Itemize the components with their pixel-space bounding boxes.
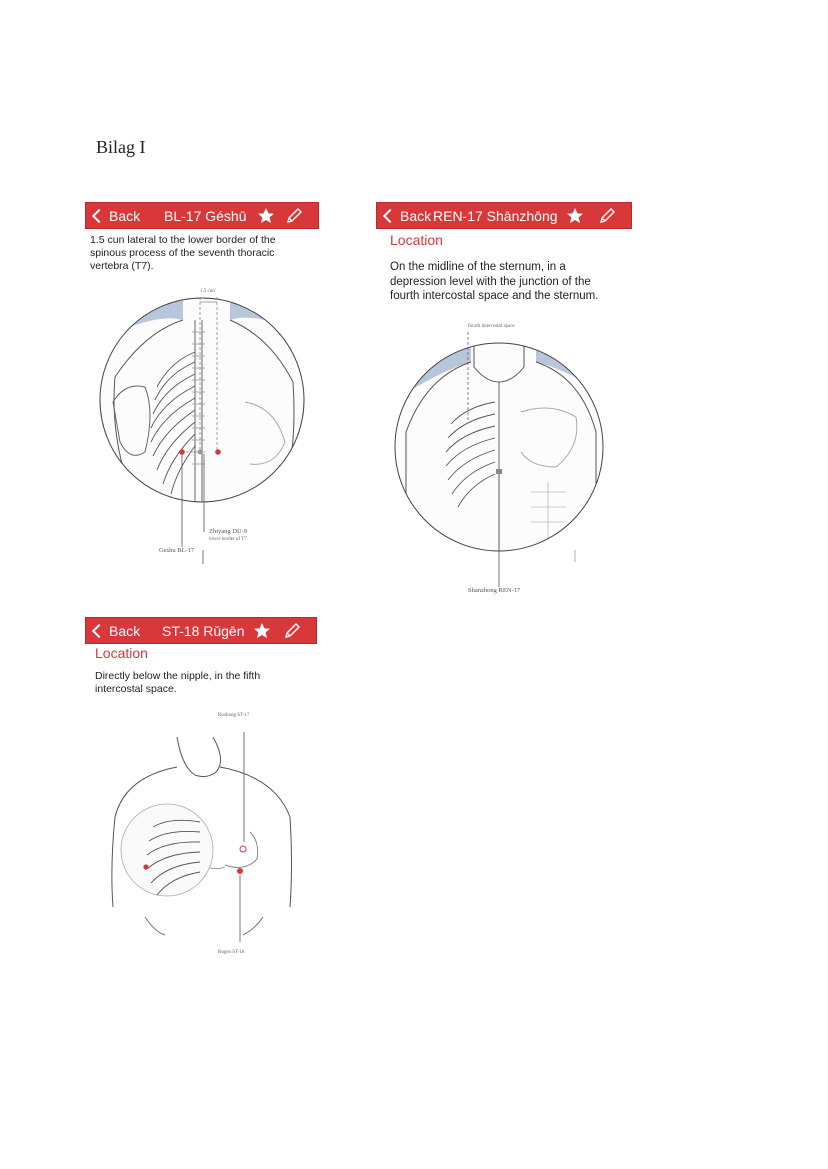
point-description: On the midline of the sternum, in a depression level with the junction of the fourth intercostal space and the sternum. — [390, 261, 599, 302]
torso-front-illustration — [85, 617, 317, 962]
back-button[interactable]: Back — [377, 208, 431, 224]
card-st18 — [85, 617, 317, 962]
acupoint-shanzhong — [496, 469, 502, 474]
annotation-rugen: Rugen ST-18 — [218, 950, 245, 955]
section-label-location: Location — [95, 645, 148, 661]
back-anatomy-illustration — [85, 202, 319, 582]
annotation-fourth-intercostal: fourth intercostal space — [468, 324, 515, 329]
card-bl17 — [85, 202, 319, 582]
back-button[interactable]: Back — [86, 623, 140, 639]
acupoint-geshu — [179, 449, 185, 455]
acupoint-ruzhong — [240, 846, 246, 852]
acupoint-rugen-mirror — [143, 864, 148, 869]
nav-title: REN-17 Shānzhōng — [433, 207, 558, 224]
chest-anatomy-illustration — [376, 202, 632, 602]
nav-title: ST-18 Rǔgēn — [162, 622, 245, 639]
annotation-geshu: Geshu BL-17 — [159, 547, 195, 554]
card-ren17 — [376, 202, 632, 602]
acupoint-geshu-mirror — [215, 449, 221, 455]
point-description: Directly below the nipple, in the fifth intercostal space. — [95, 670, 261, 695]
section-label-location: Location — [390, 232, 443, 248]
point-description: 1.5 cun lateral to the lower border of the spinous process of the seventh thoracic vertebra (T7). — [90, 234, 276, 272]
annotation-ruzhong: Ruzhong ST-17 — [218, 713, 250, 718]
annotation-shanzhong: Shanzhong REN-17 — [468, 587, 521, 594]
page-heading: Bilag I — [96, 137, 146, 157]
back-button[interactable]: Back — [86, 208, 140, 224]
annotation-zhiyang: Zhiyang DU-9 — [209, 528, 248, 535]
acupoint-rugen — [237, 868, 243, 874]
acupoint-zhiyang — [198, 450, 203, 455]
nav-title: BL-17 Géshū — [164, 207, 247, 224]
measure-label: 1.5 cun — [200, 289, 215, 294]
annotation-lower-border: lower border of T7 — [209, 537, 247, 542]
